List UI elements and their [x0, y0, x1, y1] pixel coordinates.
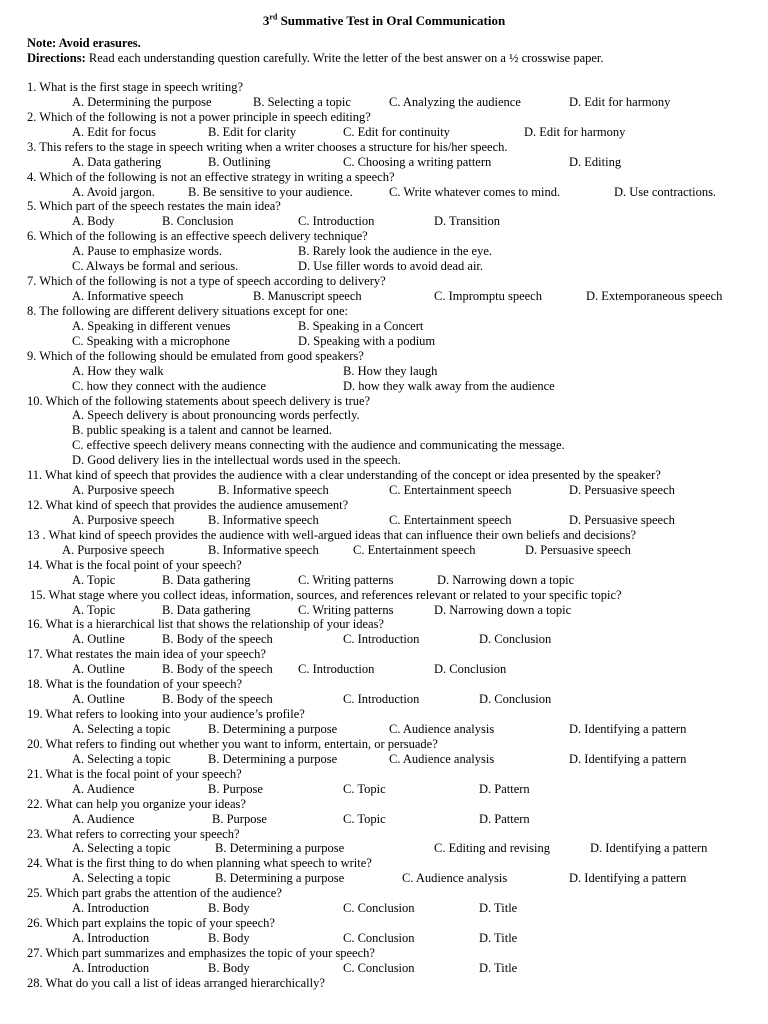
question-text: 21. What is the focal point of your speech?: [27, 766, 242, 781]
answer-option: B. Rarely look the audience in the eye.: [298, 244, 493, 259]
directions-text: Read each understanding question carefully. Write the letter of the best answer on a ½ crosswise paper.: [85, 51, 604, 65]
answer-option: A. Selecting a topic: [72, 841, 171, 856]
answer-option: A. Purposive speech: [72, 483, 175, 498]
question-text: 3. This refers to the stage in speech writing when a writer chooses a structure for his/her speech.: [27, 139, 508, 154]
answer-option: B. Purpose: [212, 811, 267, 826]
answer-option: B. Body of the speech: [162, 692, 273, 707]
directions-label: Directions:: [27, 51, 86, 65]
answer-option: A. Purposive speech: [72, 512, 175, 527]
answer-option: C. Entertainment speech: [353, 542, 476, 557]
answer-option: B. Informative speech: [218, 483, 329, 498]
answer-option: B. Conclusion: [162, 214, 234, 229]
question-text: 15. What stage where you collect ideas, information, sources, and references relevant or related to your specific topic?: [30, 587, 622, 602]
answer-option: D. how they walk away from the audience: [343, 378, 555, 393]
note-line: Note: Avoid erasures.: [27, 36, 141, 50]
answer-option: A. Speaking in different venues: [72, 318, 231, 333]
answer-option: B. Data gathering: [162, 602, 251, 617]
answer-option: D. Persuasive speech: [569, 483, 675, 498]
answer-option: B. Body of the speech: [162, 632, 273, 647]
answer-option: D. Speaking with a podium: [298, 333, 436, 348]
question-text: 20. What refers to finding out whether you want to inform, entertain, or persuade?: [27, 736, 438, 751]
answer-option: A. Body: [72, 214, 115, 229]
answer-option: A. Audience: [72, 811, 135, 826]
answer-option: B. Body of the speech: [162, 662, 273, 677]
answer-option: D. Conclusion: [434, 662, 507, 677]
answer-option: C. Topic: [343, 811, 386, 826]
question-text: 18. What is the foundation of your speech?: [27, 677, 242, 692]
question-text: 16. What is a hierarchical list that shows the relationship of your ideas?: [27, 617, 384, 632]
answer-option: D. Extemporaneous speech: [586, 289, 723, 304]
answer-option: B. public speaking is a talent and cannot be learned.: [72, 423, 332, 438]
answer-option: D. Identifying a pattern: [590, 841, 708, 856]
title-text: Summative Test in Oral Communication: [277, 13, 506, 28]
answer-option: A. Selecting a topic: [72, 871, 171, 886]
question-text: 2. Which of the following is not a power principle in speech editing?: [27, 109, 371, 124]
question-text: 27. Which part summarizes and emphasizes the topic of your speech?: [27, 945, 375, 960]
answer-option: B. Be sensitive to your audience.: [188, 184, 353, 199]
answer-option: B. Determining a purpose: [208, 751, 338, 766]
title-ordinal-suffix: rd: [269, 12, 278, 22]
answer-option: C. Conclusion: [343, 901, 415, 916]
answer-option: D. Persuasive speech: [525, 542, 631, 557]
question-text: 23. What refers to correcting your speech?: [27, 826, 240, 841]
answer-option: D. Use contractions.: [614, 184, 717, 199]
answer-option: C. Introduction: [298, 214, 375, 229]
question-text: 24. What is the first thing to do when planning what speech to write?: [27, 856, 372, 871]
answer-option: C. Introduction: [298, 662, 375, 677]
answer-option: B. Edit for clarity: [208, 124, 297, 139]
answer-option: C. effective speech delivery means connecting with the audience and communicating the message.: [72, 438, 565, 453]
answer-option: D. Narrowing down a topic: [437, 572, 575, 587]
answer-option: C. Edit for continuity: [343, 124, 450, 139]
question-text: 1. What is the first stage in speech writing?: [27, 80, 244, 94]
answer-option: D. Persuasive speech: [569, 512, 675, 527]
answer-option: C. Audience analysis: [402, 871, 508, 886]
answer-option: C. Always be formal and serious.: [72, 259, 239, 274]
answer-option: A. Informative speech: [72, 289, 184, 304]
answer-option: A. Outline: [72, 692, 125, 707]
answer-option: B. Determining a purpose: [208, 721, 338, 736]
question-text: 7. Which of the following is not a type of speech according to delivery?: [27, 274, 386, 289]
answer-option: D. Pattern: [479, 811, 530, 826]
answer-option: B. Data gathering: [162, 572, 251, 587]
answer-option: A. Selecting a topic: [72, 751, 171, 766]
answer-option: B. Body: [208, 931, 250, 945]
answer-option: A. Data gathering: [72, 154, 162, 169]
answer-option: B. Determining a purpose: [215, 841, 345, 856]
answer-option: C. Impromptu speech: [434, 289, 542, 304]
answer-option: D. Edit for harmony: [569, 94, 671, 109]
answer-option: C. Choosing a writing pattern: [343, 154, 492, 169]
answer-option: D. Identifying a pattern: [569, 751, 687, 766]
answer-option: A. How they walk: [72, 363, 164, 378]
answer-option: A. Introduction: [72, 901, 150, 916]
answer-option: A. Edit for focus: [72, 124, 157, 139]
answer-option: A. Selecting a topic: [72, 721, 171, 736]
question-text: 4. Which of the following is not an effective strategy in writing a speech?: [27, 169, 395, 184]
question-text: 6. Which of the following is an effective speech delivery technique?: [27, 229, 368, 244]
answer-option: B. Manuscript speech: [253, 289, 362, 304]
answer-option: C. Entertainment speech: [389, 512, 512, 527]
answer-option: A. Introduction: [72, 931, 150, 945]
answer-option: C. Introduction: [343, 692, 420, 707]
answer-option: A. Avoid jargon.: [72, 184, 155, 199]
answer-option: B. How they laugh: [343, 363, 438, 378]
answer-option: D. Identifying a pattern: [569, 871, 687, 886]
answer-option: B. Speaking in a Concert: [298, 318, 424, 333]
answer-option: C. Writing patterns: [298, 572, 394, 587]
question-text: 17. What restates the main idea of your speech?: [27, 647, 266, 662]
question-text: 11. What kind of speech that provides the audience with a clear understanding of the concept or idea presented by the speaker?: [27, 468, 661, 483]
answer-option: D. Good delivery lies in the intellectual words used in the speech.: [72, 453, 401, 468]
answer-option: D. Title: [479, 931, 518, 945]
answer-option: B. Informative speech: [208, 512, 319, 527]
answer-option: C. Introduction: [343, 632, 420, 647]
answer-option: D. Identifying a pattern: [569, 721, 687, 736]
answer-option: C. Writing patterns: [298, 602, 394, 617]
question-text: 25. Which part grabs the attention of the audience?: [27, 886, 282, 901]
answer-option: A. Topic: [72, 572, 116, 587]
answer-option: A. Introduction: [72, 960, 150, 975]
answer-option: B. Purpose: [208, 781, 263, 796]
answer-option: D. Transition: [434, 214, 500, 229]
answer-option: A. Outline: [72, 662, 125, 677]
answer-option: C. Audience analysis: [389, 721, 495, 736]
answer-option: D. Use filler words to avoid dead air.: [298, 259, 484, 274]
answer-option: C. Write whatever comes to mind.: [389, 184, 561, 199]
answer-option: A. Outline: [72, 632, 125, 647]
answer-option: D. Pattern: [479, 781, 530, 796]
question-text: 26. Which part explains the topic of your speech?: [27, 916, 275, 931]
directions-line: [27, 51, 604, 66]
answer-option: D. Narrowing down a topic: [434, 602, 572, 617]
question-text: 22. What can help you organize your ideas?: [27, 796, 246, 811]
answer-option: B. Determining a purpose: [215, 871, 345, 886]
question-text: 12. What kind of speech that provides the audience amusement?: [27, 498, 349, 513]
answer-option: C. Topic: [343, 781, 386, 796]
answer-option: A. Speech delivery is about pronouncing words perfectly.: [72, 408, 360, 423]
answer-option: B. Informative speech: [208, 542, 319, 557]
answer-option: C. Editing and revising: [434, 841, 550, 856]
question-text: 9. Which of the following should be emulated from good speakers?: [27, 348, 364, 363]
answer-option: A. Audience: [72, 781, 135, 796]
answer-option: C. Conclusion: [343, 960, 415, 975]
answer-option: D. Conclusion: [479, 692, 552, 707]
answer-option: D. Conclusion: [479, 632, 552, 647]
answer-option: C. Conclusion: [343, 931, 415, 945]
question-text: 8. The following are different delivery situations except for one:: [27, 303, 348, 318]
answer-option: A. Determining the purpose: [72, 94, 212, 109]
answer-option: A. Topic: [72, 602, 116, 617]
answer-option: B. Outlining: [208, 154, 271, 169]
question-text: 28. What do you call a list of ideas arranged hierarchically?: [27, 975, 325, 990]
question-text: 5. Which part of the speech restates the main idea?: [27, 199, 281, 214]
answer-option: D. Edit for harmony: [524, 124, 626, 139]
question-text: 10. Which of the following statements about speech delivery is true?: [27, 393, 371, 408]
question-text: 19. What refers to looking into your audience’s profile?: [27, 707, 305, 722]
answer-option: A. Pause to emphasize words.: [72, 244, 222, 259]
answer-option: C. how they connect with the audience: [72, 378, 267, 393]
answer-option: C. Entertainment speech: [389, 483, 512, 498]
answer-option: D. Title: [479, 960, 518, 975]
answer-option: C. Audience analysis: [389, 751, 495, 766]
answer-option: B. Body: [208, 901, 250, 916]
answer-option: B. Body: [208, 960, 250, 975]
question-text: 14. What is the focal point of your speech?: [27, 557, 242, 572]
answer-option: A. Purposive speech: [62, 542, 165, 557]
title-number: 3: [262, 13, 270, 28]
answer-option: C. Speaking with a microphone: [72, 333, 230, 348]
answer-option: C. Analyzing the audience: [389, 94, 521, 109]
answer-option: B. Selecting a topic: [253, 94, 351, 109]
question-text: 13 . What kind of speech provides the audience with well-argued ideas that can influence their own beliefs and decisions?: [27, 527, 637, 542]
answer-option: D. Title: [479, 901, 518, 916]
answer-option: D. Editing: [569, 154, 622, 169]
page-title: [0, 13, 768, 29]
